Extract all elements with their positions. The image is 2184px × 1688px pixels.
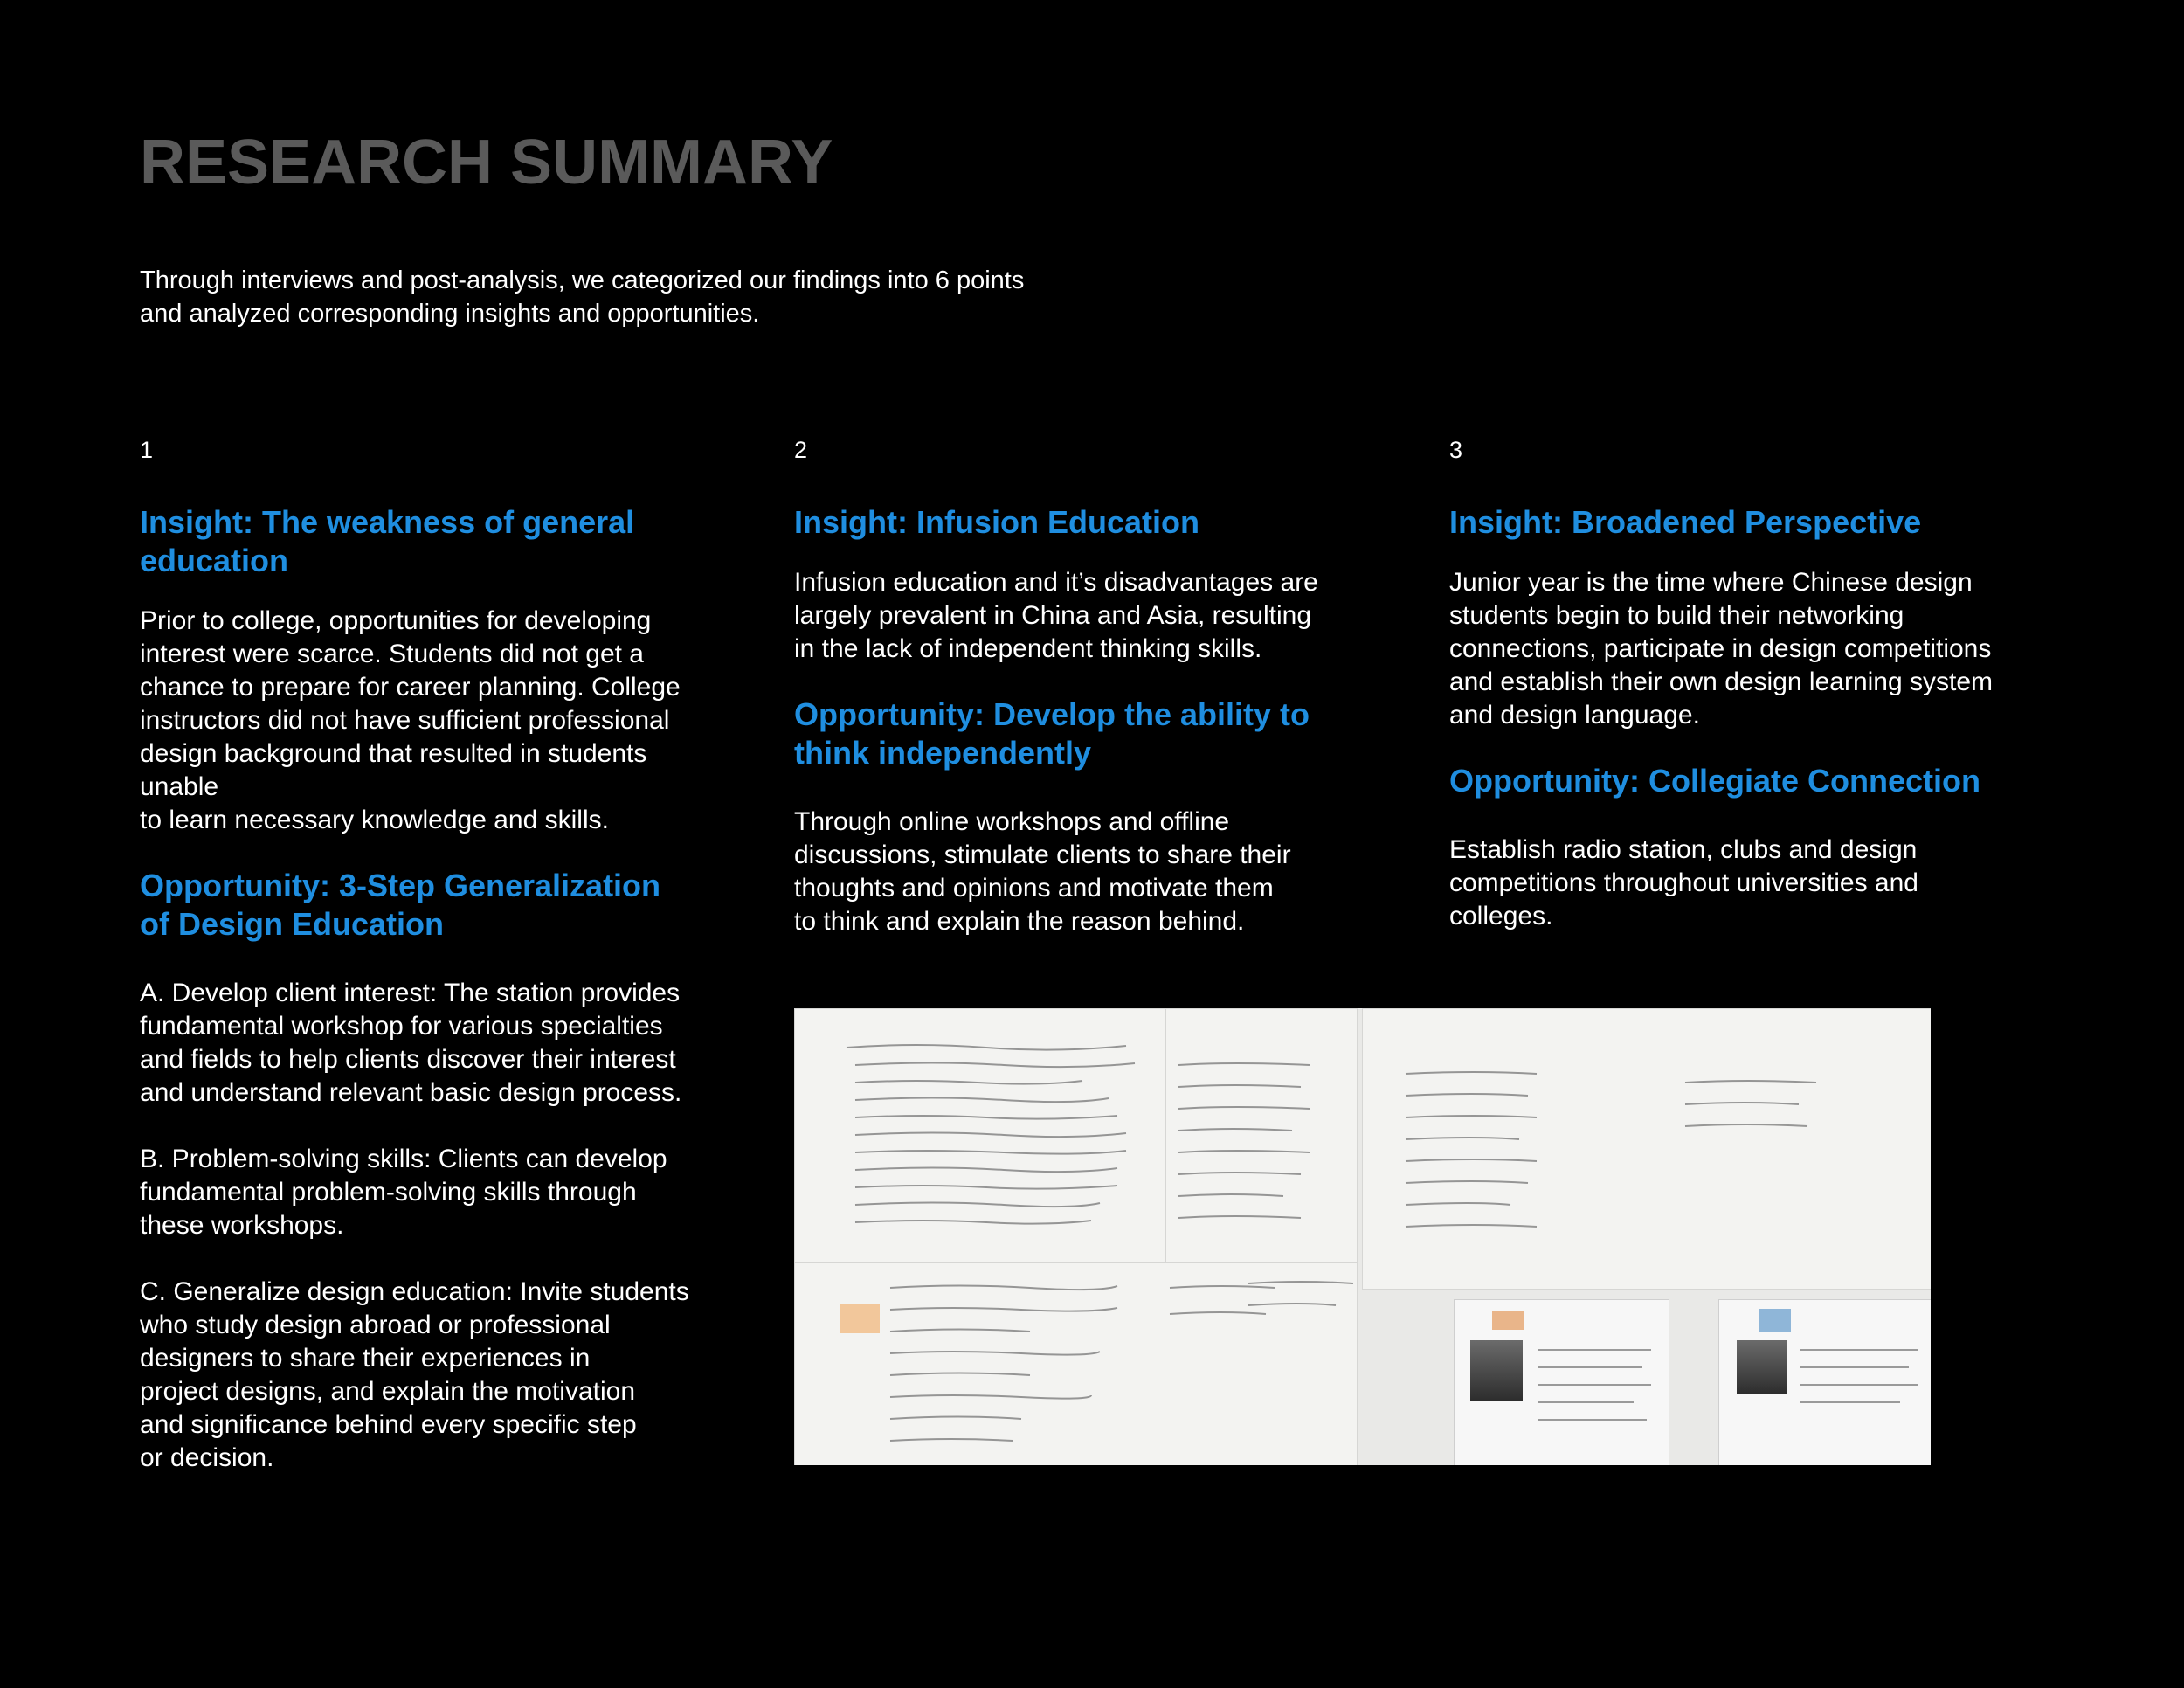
scribble-line xyxy=(855,1186,1117,1189)
text-line: and understand relevant basic design process. xyxy=(140,1078,682,1107)
text-line: Junior year is the time where Chinese design xyxy=(1449,568,1973,597)
scribble-line xyxy=(890,1417,1021,1420)
text-line: fundamental problem-solving skills through xyxy=(140,1178,637,1207)
scribble-line xyxy=(890,1395,1091,1399)
scribble-line xyxy=(1178,1063,1310,1065)
scribble-line xyxy=(890,1373,1030,1376)
insight-heading-line: Insight: Broadened Perspective xyxy=(1449,504,1922,540)
text-line: competitions throughout universities and xyxy=(1449,868,1918,897)
text-line: B. Problem-solving skills: Clients can develop xyxy=(140,1145,667,1173)
finding-number: 2 xyxy=(794,437,808,463)
scribble-line xyxy=(890,1330,1030,1332)
scribble-line xyxy=(1248,1304,1336,1305)
intro-line: and analyzed corresponding insights and opportunities. xyxy=(140,300,760,328)
text-line: C. Generalize design education: Invite students xyxy=(140,1277,689,1306)
text-line: students begin to build their networking xyxy=(1449,601,1904,630)
text-line: interest were scarce. Students did not get a xyxy=(140,640,644,668)
finding-column-1 xyxy=(140,435,751,1475)
scribble-line xyxy=(1178,1107,1310,1109)
text-line: Through online workshops and offline xyxy=(794,807,1230,836)
insight-text xyxy=(140,605,751,837)
opportunity-heading-line: Opportunity: Collegiate Connection xyxy=(1449,763,1980,799)
finding-number: 1 xyxy=(140,437,154,463)
scribble-line xyxy=(890,1352,1100,1355)
opportunity-item-b xyxy=(140,1143,751,1242)
scribble-line xyxy=(1406,1138,1519,1139)
scribble-line xyxy=(890,1308,1117,1311)
scribble-line xyxy=(1178,1194,1283,1196)
text-line: project designs, and explain the motivation xyxy=(140,1377,636,1406)
scribble-line xyxy=(855,1133,1126,1138)
text-line: unable xyxy=(140,772,219,801)
text-line: and fields to help clients discover their interest xyxy=(140,1045,676,1074)
scribble-line xyxy=(1406,1159,1537,1161)
text-line: colleges. xyxy=(1449,902,1553,930)
text-line: in the lack of independent thinking skills. xyxy=(794,634,1262,663)
scribble-line xyxy=(1178,1216,1301,1218)
scribble-line xyxy=(1178,1129,1292,1131)
text-line: to learn necessary knowledge and skills. xyxy=(140,806,609,834)
scribble-line xyxy=(1406,1094,1528,1096)
scribble-line xyxy=(1685,1103,1799,1104)
text-line: and significance behind every specific step xyxy=(140,1410,637,1439)
scribble-line xyxy=(1170,1312,1266,1314)
text-line: A. Develop client interest: The station provides xyxy=(140,979,681,1007)
finding-column-3 xyxy=(1449,435,2061,933)
text-line: thoughts and opinions and motivate them xyxy=(794,874,1274,903)
scribble-line xyxy=(1685,1124,1807,1126)
scribble-line xyxy=(855,1168,1117,1173)
insight-heading-line: Insight: The weakness of general xyxy=(140,504,635,540)
opportunity-text xyxy=(794,806,1406,938)
opportunity-heading-line: think independently xyxy=(794,735,1092,771)
text-line: Prior to college, opportunities for developing xyxy=(140,606,652,635)
scribble-line xyxy=(1170,1286,1275,1288)
insight-heading xyxy=(794,503,1406,542)
scribble-line xyxy=(855,1098,1109,1103)
scribble-line xyxy=(855,1116,1117,1119)
text-line: discussions, stimulate clients to share their xyxy=(794,841,1291,869)
finding-number: 3 xyxy=(1449,437,1463,463)
intro-line: Through interviews and post-analysis, we categorized our findings into 6 points xyxy=(140,266,1025,294)
scribble-line xyxy=(1406,1225,1537,1227)
scribble-line xyxy=(855,1203,1100,1207)
scribble-line xyxy=(1178,1173,1301,1174)
opportunity-heading-line: Opportunity: Develop the ability to xyxy=(794,696,1310,732)
text-line: or decision. xyxy=(140,1443,274,1472)
text-line: design background that resulted in students xyxy=(140,739,647,768)
opportunity-heading xyxy=(140,867,751,944)
scribble-line xyxy=(855,1081,1082,1084)
text-line: who study design abroad or professional xyxy=(140,1311,611,1339)
text-line: fundamental workshop for various specialties xyxy=(140,1012,663,1041)
scribble-line xyxy=(1406,1116,1537,1117)
finding-column-2 xyxy=(794,435,1406,938)
page-title: RESEARCH SUMMARY xyxy=(140,128,833,197)
insight-heading-line: Insight: Infusion Education xyxy=(794,504,1199,540)
text-line: designers to share their experiences in xyxy=(140,1344,591,1373)
text-line: largely prevalent in China and Asia, resulting xyxy=(794,601,1312,630)
intro-paragraph xyxy=(140,264,1024,330)
opportunity-item-c xyxy=(140,1276,751,1475)
scribble-line xyxy=(1178,1151,1310,1152)
opportunity-heading-line: Opportunity: 3-Step Generalization xyxy=(140,868,661,903)
scribble-line xyxy=(855,1063,1135,1068)
text-line: and establish their own design learning system xyxy=(1449,668,1994,696)
opportunity-heading xyxy=(794,695,1406,772)
opportunity-item-a xyxy=(140,977,751,1110)
insight-text xyxy=(1449,566,2061,732)
text-line: Establish radio station, clubs and design xyxy=(1449,835,1918,864)
text-line: to think and explain the reason behind. xyxy=(794,907,1245,936)
text-line: and design language. xyxy=(1449,701,1700,730)
opportunity-heading xyxy=(1449,762,2061,800)
handwriting-scribbles xyxy=(794,1008,1931,1465)
text-line: connections, participate in design competitions xyxy=(1449,634,1992,663)
scribble-line xyxy=(890,1439,1013,1441)
text-line: these workshops. xyxy=(140,1211,344,1240)
scribble-line xyxy=(890,1286,1117,1290)
scribble-line xyxy=(1178,1085,1301,1087)
scribble-line xyxy=(1248,1282,1353,1283)
scribble-line xyxy=(847,1045,1126,1050)
insight-text xyxy=(794,566,1406,666)
text-line: Infusion education and it’s disadvantages are xyxy=(794,568,1318,597)
scribble-line xyxy=(855,1151,1126,1154)
scribble-line xyxy=(1406,1072,1537,1074)
text-line: instructors did not have sufficient professional xyxy=(140,706,670,735)
scribble-line xyxy=(1406,1181,1528,1183)
insight-heading xyxy=(1449,503,2061,542)
text-line: chance to prepare for career planning. College xyxy=(140,673,681,702)
opportunity-text xyxy=(1449,834,2061,933)
insight-heading xyxy=(140,503,751,580)
insight-heading-line: education xyxy=(140,543,289,578)
research-wall-photo xyxy=(794,1008,1931,1465)
scribble-line xyxy=(855,1221,1091,1224)
opportunity-heading-line: of Design Education xyxy=(140,906,445,942)
scribble-line xyxy=(1685,1081,1816,1083)
scribble-line xyxy=(1406,1203,1510,1205)
